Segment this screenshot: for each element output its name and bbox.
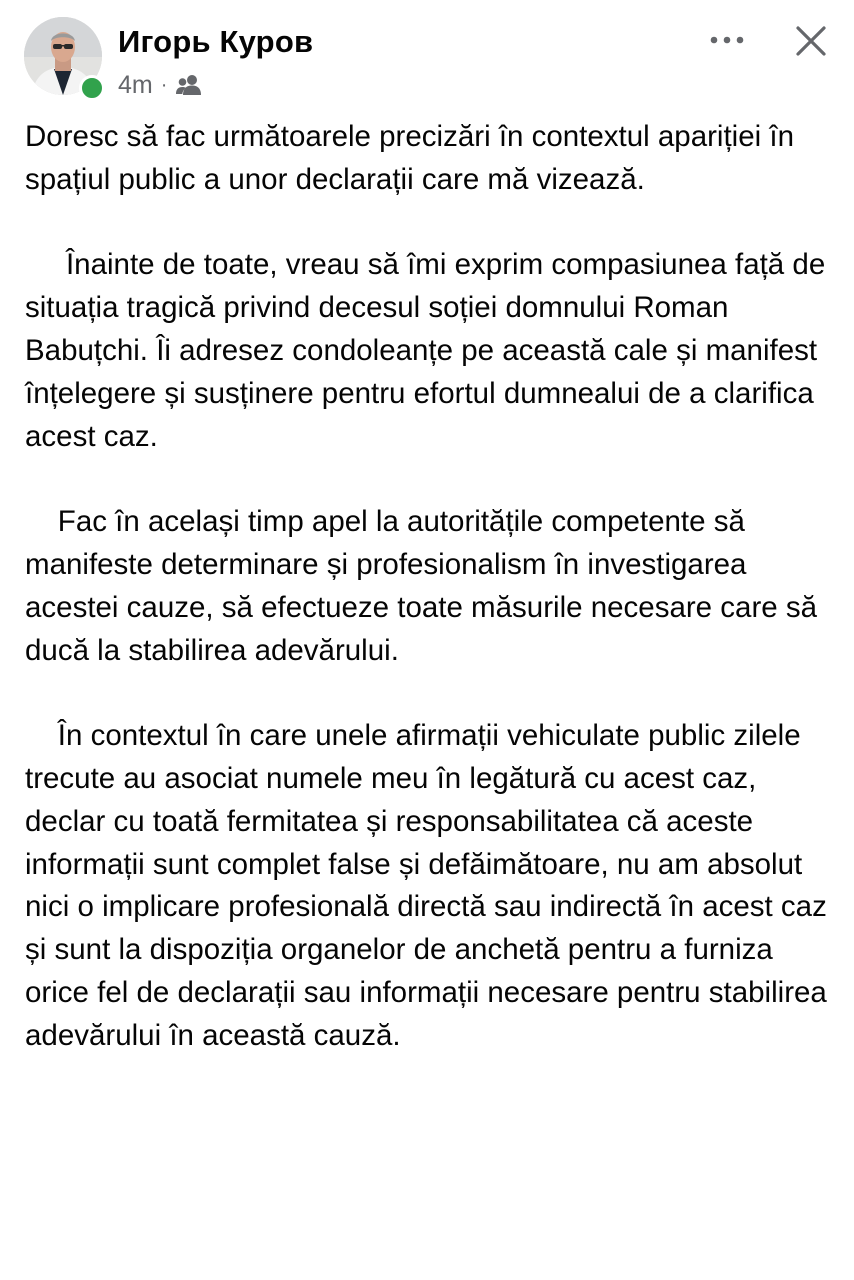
more-horizontal-icon	[710, 36, 744, 44]
more-options-button[interactable]	[704, 22, 750, 58]
close-icon	[795, 25, 827, 57]
author-name[interactable]: Игорь Куров	[118, 24, 314, 59]
friends-icon[interactable]	[175, 74, 203, 96]
post-timestamp[interactable]: 4m	[118, 70, 153, 99]
online-status-indicator	[79, 75, 105, 101]
post-paragraph: Înainte de toate, vreau să îmi exprim compasiunea față de situația tragică privind decesul soției domnului Roman Babuțchi. Îi adresez condoleanțe pe această cale și manifest înțelegere și susținere pentru efortul dumnealui de a clarifica acest caz.	[25, 248, 834, 453]
post-paragraph: În contextul în care unele afirmații vehiculate public zilele trecute au asociat numele meu în legătură cu acest caz, declar cu toată fermitatea și responsabilitatea că aceste informații sunt complet false și defăimătoare, nu am absolut nici o implicare profesională directă sau indirectă în acest caz și sunt la dispoziția organelor de anchetă pentru a furniza orice fel de declarații sau informații necesare pentru stabilirea adevărului în această cauză.	[25, 719, 836, 1052]
post-header	[0, 0, 854, 110]
meta-separator: ·	[160, 73, 168, 96]
post-text	[25, 116, 836, 1058]
post-paragraph: Fac în același timp apel la autoritățile competente să manifeste determinare și profesionalism în investigarea acestei cauze, să efectueze toate măsurile necesare care să ducă la stabilirea adevărului.	[25, 505, 826, 667]
post-paragraph: Doresc să fac următoarele precizări în contextul apariției în spațiul public a unor declarații care mă vizează.	[25, 120, 803, 196]
post-meta	[118, 70, 203, 100]
close-button[interactable]	[788, 18, 834, 64]
